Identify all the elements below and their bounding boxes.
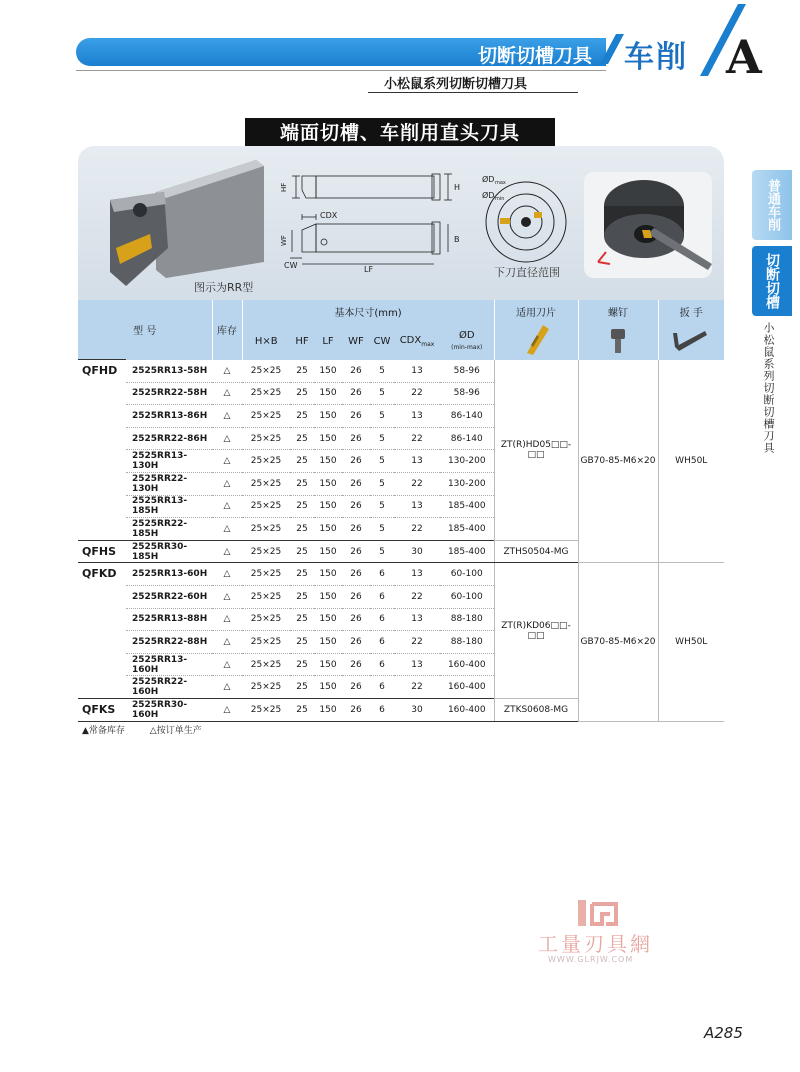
lf-cell: 150 (314, 540, 342, 563)
model-cell: 2525RR30-160H (126, 699, 212, 722)
stock-cell: △ (212, 473, 242, 496)
stock-cell: △ (212, 540, 242, 563)
hf-cell: 25 (290, 676, 314, 699)
range-label-dmax-sub: max (495, 180, 506, 186)
hf-cell: 25 (290, 405, 314, 428)
wf-cell: 26 (342, 586, 370, 609)
hxb-cell: 25×25 (242, 608, 290, 631)
model-cell: 2525RR22-58H (126, 382, 212, 405)
wrench-cell: WH50L (658, 563, 724, 721)
th-cdx-sub: max (421, 340, 435, 348)
dim-label-lf: LF (364, 265, 374, 274)
model-cell: 2525RR13-58H (126, 360, 212, 383)
hxb-cell: 25×25 (242, 382, 290, 405)
insert-icon (494, 323, 578, 360)
hxb-cell: 25×25 (242, 586, 290, 609)
wf-cell: 26 (342, 631, 370, 654)
model-cell: 2525RR30-185H (126, 540, 212, 563)
od-cell: 160-400 (440, 676, 494, 699)
lf-cell: 150 (314, 450, 342, 473)
dim-label-cdx: CDX (320, 211, 338, 220)
od-cell: 86-140 (440, 427, 494, 450)
lf-cell: 150 (314, 699, 342, 722)
od-cell: 160-400 (440, 699, 494, 722)
hf-cell: 25 (290, 608, 314, 631)
hxb-cell: 25×25 (242, 405, 290, 428)
insert-cell: ZT(R)KD06□□-□□ (494, 563, 578, 699)
dim-label-hf: HF (280, 182, 288, 192)
dim-label-cw: CW (284, 261, 298, 270)
screw-cell: GB70-85-M6×20 (578, 360, 658, 563)
cw-cell: 5 (370, 450, 394, 473)
spec-table-body (78, 360, 724, 722)
hxb-cell: 25×25 (242, 473, 290, 496)
od-cell: 58-96 (440, 382, 494, 405)
model-cell: 2525RR13-185H (126, 495, 212, 518)
wf-cell: 26 (342, 382, 370, 405)
lf-cell: 150 (314, 518, 342, 541)
hxb-cell: 25×25 (242, 540, 290, 563)
lf-cell: 150 (314, 563, 342, 586)
od-cell: 88-180 (440, 631, 494, 654)
wf-cell: 26 (342, 495, 370, 518)
cdx-cell: 13 (394, 653, 440, 676)
od-cell: 86-140 (440, 405, 494, 428)
group-name: QFKS (78, 699, 126, 722)
od-cell: 185-400 (440, 540, 494, 563)
hxb-cell: 25×25 (242, 631, 290, 654)
stock-cell: △ (212, 586, 242, 609)
od-cell: 130-200 (440, 473, 494, 496)
legend-order: △按订单生产 (149, 726, 202, 736)
th-lf: LF (314, 323, 342, 360)
th-hxb: H×B (242, 323, 290, 360)
cw-cell: 6 (370, 608, 394, 631)
wf-cell: 26 (342, 653, 370, 676)
cdx-cell: 22 (394, 676, 440, 699)
model-cell: 2525RR22-185H (126, 518, 212, 541)
hf-cell: 25 (290, 540, 314, 563)
group-name: QFKD (78, 563, 126, 699)
lf-cell: 150 (314, 631, 342, 654)
stock-cell: △ (212, 653, 242, 676)
cw-cell: 5 (370, 518, 394, 541)
model-cell: 2525RR13-130H (126, 450, 212, 473)
model-cell: 2525RR22-60H (126, 586, 212, 609)
hxb-cell: 25×25 (242, 653, 290, 676)
wrench-icon (658, 323, 724, 360)
wf-cell: 26 (342, 427, 370, 450)
side-tab-general-turning[interactable]: 普通车削 (752, 170, 792, 240)
od-cell: 88-180 (440, 608, 494, 631)
stock-cell: △ (212, 360, 242, 383)
stock-cell: △ (212, 518, 242, 541)
lf-cell: 150 (314, 382, 342, 405)
dim-label-b: B (454, 235, 460, 244)
watermark-logo-icon (576, 898, 620, 928)
header-section: 车削 (624, 40, 688, 75)
group-name: QFHS (78, 540, 126, 563)
side-tab-parting-grooving[interactable]: 切断切槽 (752, 246, 792, 316)
cdx-cell: 13 (394, 360, 440, 383)
model-cell: 2525RR13-60H (126, 563, 212, 586)
th-stock: 库存 (212, 300, 242, 360)
model-cell: 2525RR13-88H (126, 608, 212, 631)
od-cell: 60-100 (440, 563, 494, 586)
wf-cell: 26 (342, 360, 370, 383)
wf-cell: 26 (342, 699, 370, 722)
lf-cell: 150 (314, 495, 342, 518)
cw-cell: 5 (370, 360, 394, 383)
hf-cell: 25 (290, 360, 314, 383)
cdx-cell: 22 (394, 427, 440, 450)
cdx-cell: 22 (394, 382, 440, 405)
header-subtitle: 小松鼠系列切断切槽刀具 (384, 77, 528, 92)
cw-cell: 6 (370, 586, 394, 609)
cdx-cell: 30 (394, 699, 440, 722)
header-bar (76, 38, 606, 66)
application-photo (584, 172, 712, 278)
hf-cell: 25 (290, 450, 314, 473)
stock-cell: △ (212, 450, 242, 473)
page-number: A285 (704, 1024, 743, 1042)
cw-cell: 5 (370, 382, 394, 405)
hf-cell: 25 (290, 518, 314, 541)
cw-cell: 5 (370, 405, 394, 428)
hxb-cell: 25×25 (242, 495, 290, 518)
hf-cell: 25 (290, 586, 314, 609)
header-category: 切断切槽刀具 (477, 45, 592, 67)
hxb-cell: 25×25 (242, 518, 290, 541)
dim-label-h: H (454, 183, 461, 192)
table-row (78, 563, 724, 586)
th-cdx: $CDX_{max}$ (394, 323, 440, 360)
header-divider (76, 70, 606, 71)
hxb-cell: 25×25 (242, 360, 290, 383)
hxb-cell: 25×25 (242, 699, 290, 722)
range-label-dmax: ØD (482, 175, 495, 184)
watermark-url: WWW.GLRJW.COM (548, 955, 634, 964)
hxb-cell: 25×25 (242, 676, 290, 699)
stock-cell: △ (212, 382, 242, 405)
hxb-cell: 25×25 (242, 427, 290, 450)
header-letter: A (726, 30, 762, 84)
side-vertical-text: 小松鼠系列切断切槽刀具 (762, 322, 775, 454)
th-model: 型 号 (78, 300, 212, 360)
tool-holder-image (106, 152, 266, 290)
lf-cell: 150 (314, 608, 342, 631)
wf-cell: 26 (342, 450, 370, 473)
cw-cell: 6 (370, 563, 394, 586)
wrench-cell: WH50L (658, 360, 724, 563)
lf-cell: 150 (314, 653, 342, 676)
od-cell: 160-400 (440, 653, 494, 676)
spec-table (78, 300, 724, 722)
od-cell: 130-200 (440, 450, 494, 473)
range-label-dmin-sub: min (495, 196, 505, 202)
wf-cell: 26 (342, 405, 370, 428)
wf-cell: 26 (342, 540, 370, 563)
hxb-cell: 25×25 (242, 450, 290, 473)
stock-cell: △ (212, 427, 242, 450)
th-od-sub: (min-max) (451, 344, 483, 352)
hf-cell: 25 (290, 473, 314, 496)
cw-cell: 6 (370, 631, 394, 654)
wf-cell: 26 (342, 473, 370, 496)
lf-cell: 150 (314, 676, 342, 699)
th-basic-dims: 基本尺寸(mm) (242, 300, 494, 323)
stock-cell: △ (212, 699, 242, 722)
cw-cell: 5 (370, 540, 394, 563)
od-cell: 58-96 (440, 360, 494, 383)
lf-cell: 150 (314, 427, 342, 450)
hf-cell: 25 (290, 699, 314, 722)
dim-label-wf: WF (280, 235, 288, 246)
cdx-cell: 30 (394, 540, 440, 563)
cdx-cell: 22 (394, 586, 440, 609)
stock-cell: △ (212, 495, 242, 518)
insert-cell: ZTKS0608-MG (494, 699, 578, 722)
od-cell: 60-100 (440, 586, 494, 609)
stock-cell: △ (212, 631, 242, 654)
cw-cell: 5 (370, 495, 394, 518)
od-cell: 185-400 (440, 495, 494, 518)
lf-cell: 150 (314, 405, 342, 428)
insert-cell: ZTHS0504-MG (494, 540, 578, 563)
cdx-cell: 13 (394, 405, 440, 428)
cw-cell: 5 (370, 427, 394, 450)
cw-cell: 6 (370, 653, 394, 676)
lf-cell: 150 (314, 586, 342, 609)
lf-cell: 150 (314, 360, 342, 383)
th-cw: CW (370, 323, 394, 360)
model-cell: 2525RR22-160H (126, 676, 212, 699)
range-label-dmin: ØD (482, 191, 495, 200)
cdx-cell: 22 (394, 518, 440, 541)
dimension-drawing (272, 168, 468, 276)
hf-cell: 25 (290, 631, 314, 654)
wf-cell: 26 (342, 608, 370, 631)
hf-cell: 25 (290, 382, 314, 405)
wf-cell: 26 (342, 518, 370, 541)
insert-cell: ZT(R)HD05□□-□□ (494, 360, 578, 541)
hf-cell: 25 (290, 563, 314, 586)
cdx-cell: 13 (394, 450, 440, 473)
th-wrench: 扳 手 (658, 300, 724, 323)
stock-cell: △ (212, 405, 242, 428)
hf-cell: 25 (290, 653, 314, 676)
legend-stock: ▲常备库存 (82, 726, 125, 736)
model-cell: 2525RR22-130H (126, 473, 212, 496)
watermark-text: 工量刃具網 (538, 932, 653, 956)
screw-cell: GB70-85-M6×20 (578, 563, 658, 721)
th-insert: 适用刀片 (494, 300, 578, 323)
cdx-cell: 22 (394, 473, 440, 496)
cw-cell: 5 (370, 473, 394, 496)
model-cell: 2525RR13-160H (126, 653, 212, 676)
cdx-cell: 13 (394, 608, 440, 631)
cdx-cell: 13 (394, 495, 440, 518)
model-cell: 2525RR22-88H (126, 631, 212, 654)
wf-cell: 26 (342, 676, 370, 699)
stock-cell: △ (212, 676, 242, 699)
model-cell: 2525RR22-86H (126, 427, 212, 450)
cdx-cell: 22 (394, 631, 440, 654)
diameter-range-drawing (478, 172, 574, 268)
th-screw: 螺钉 (578, 300, 658, 323)
hxb-cell: 25×25 (242, 563, 290, 586)
section-title: 端面切槽、车削用直头刀具 (245, 118, 555, 148)
tool-image-caption: 图示为RR型 (194, 281, 254, 294)
od-cell: 185-400 (440, 518, 494, 541)
stock-cell: △ (212, 608, 242, 631)
wf-cell: 26 (342, 563, 370, 586)
th-hf: HF (290, 323, 314, 360)
stock-cell: △ (212, 563, 242, 586)
model-cell: 2525RR13-86H (126, 405, 212, 428)
th-od: ØD (min-max) (440, 323, 494, 360)
lf-cell: 150 (314, 473, 342, 496)
subtitle-underline (368, 92, 578, 93)
cw-cell: 6 (370, 676, 394, 699)
hf-cell: 25 (290, 427, 314, 450)
table-row (78, 360, 724, 383)
legend (82, 723, 224, 736)
range-caption: 下刀直径范围 (494, 266, 560, 279)
th-wf: WF (342, 323, 370, 360)
screw-icon (578, 323, 658, 360)
hf-cell: 25 (290, 495, 314, 518)
cdx-cell: 13 (394, 563, 440, 586)
group-name: QFHD (78, 360, 126, 541)
cw-cell: 6 (370, 699, 394, 722)
